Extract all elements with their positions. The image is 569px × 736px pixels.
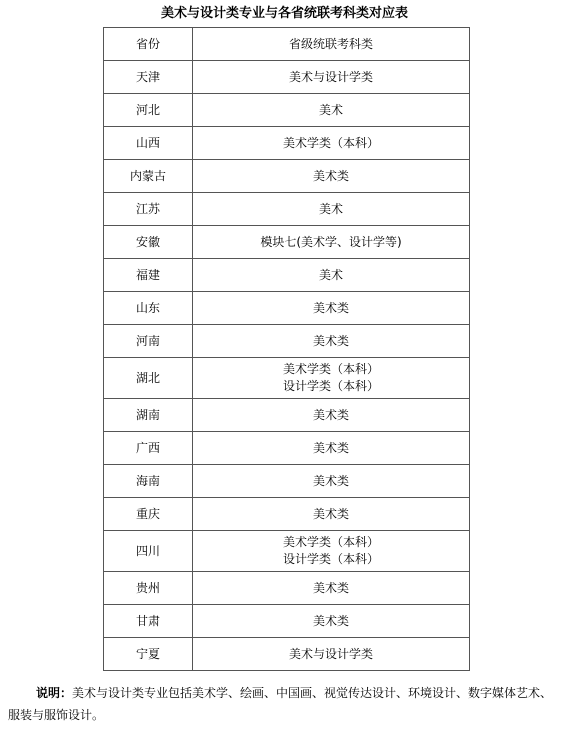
subject-line: 美术类 (312, 334, 349, 348)
province-subject-table (103, 27, 470, 671)
subject-line: 美术类 (312, 301, 349, 315)
table-row (104, 572, 470, 605)
subject-cell (193, 127, 470, 160)
subject-cell (193, 94, 470, 127)
table-row (104, 605, 470, 638)
footnote (8, 682, 563, 726)
table-row (104, 638, 470, 671)
subject-line: 美术类 (312, 408, 349, 422)
subject-line: 美术类 (312, 614, 349, 628)
table-row (104, 432, 470, 465)
subject-cell (193, 325, 470, 358)
subject-cell (193, 465, 470, 498)
table-row (104, 61, 470, 94)
table-row (104, 259, 470, 292)
table-row (104, 127, 470, 160)
subject-cell (193, 193, 470, 226)
table-row (104, 498, 470, 531)
subject-line: 美术与设计学类 (288, 70, 373, 84)
province-cell: 四川 (104, 531, 193, 572)
footnote-text: 美术与设计类专业包括美术学、绘画、中国画、视觉传达设计、环境设计、数字媒体艺术、服装与服饰设计。 (8, 686, 553, 722)
province-cell: 山东 (104, 292, 193, 325)
subject-cell (193, 531, 470, 572)
subject-cell (193, 638, 470, 671)
subject-line: 模块七(美术学、设计学等) (260, 235, 402, 249)
footnote-label: 说明： (36, 686, 73, 700)
subject-line: 美术学类（本科） (282, 362, 379, 376)
subject-cell (193, 432, 470, 465)
subject-line: 美术 (318, 268, 343, 282)
subject-cell (193, 160, 470, 193)
subject-cell (193, 61, 470, 94)
table-title: 美术与设计类专业与各省统联考科类对应表 (160, 6, 408, 21)
province-cell: 海南 (104, 465, 193, 498)
province-cell: 湖北 (104, 358, 193, 399)
table-row (104, 94, 470, 127)
table-row (104, 160, 470, 193)
subject-line: 美术类 (312, 581, 349, 595)
subject-line: 美术 (318, 103, 343, 117)
subject-line: 设计学类（本科） (282, 379, 379, 393)
table-row (104, 531, 470, 572)
province-cell: 湖南 (104, 399, 193, 432)
province-cell: 天津 (104, 61, 193, 94)
subject-cell (193, 259, 470, 292)
table-row (104, 399, 470, 432)
province-cell: 安徽 (104, 226, 193, 259)
table-row (104, 325, 470, 358)
subject-cell (193, 226, 470, 259)
province-cell: 福建 (104, 259, 193, 292)
subject-line: 美术学类（本科） (282, 136, 379, 150)
subject-cell (193, 605, 470, 638)
table-row (104, 465, 470, 498)
province-cell: 河北 (104, 94, 193, 127)
table-row (104, 193, 470, 226)
subject-line: 美术与设计学类 (288, 647, 373, 661)
province-cell: 宁夏 (104, 638, 193, 671)
province-cell: 内蒙古 (104, 160, 193, 193)
province-cell: 甘肃 (104, 605, 193, 638)
header-subject-category: 省级统联考科类 (193, 28, 470, 61)
table-row (104, 226, 470, 259)
province-cell: 重庆 (104, 498, 193, 531)
table-row (104, 292, 470, 325)
subject-line: 美术学类（本科） (282, 535, 379, 549)
subject-cell (193, 498, 470, 531)
province-cell: 广西 (104, 432, 193, 465)
subject-cell (193, 399, 470, 432)
subject-line: 美术类 (312, 441, 349, 455)
subject-line: 美术类 (312, 169, 349, 183)
subject-line: 美术类 (312, 507, 349, 521)
table-row (104, 358, 470, 399)
province-cell: 江苏 (104, 193, 193, 226)
subject-line: 美术 (318, 202, 343, 216)
subject-cell (193, 292, 470, 325)
subject-line: 设计学类（本科） (282, 552, 379, 566)
subject-line: 美术类 (312, 474, 349, 488)
province-cell: 山西 (104, 127, 193, 160)
province-cell: 贵州 (104, 572, 193, 605)
header-province: 省份 (104, 28, 193, 61)
subject-cell (193, 358, 470, 399)
table-header-row (104, 28, 470, 61)
subject-cell (193, 572, 470, 605)
province-cell: 河南 (104, 325, 193, 358)
